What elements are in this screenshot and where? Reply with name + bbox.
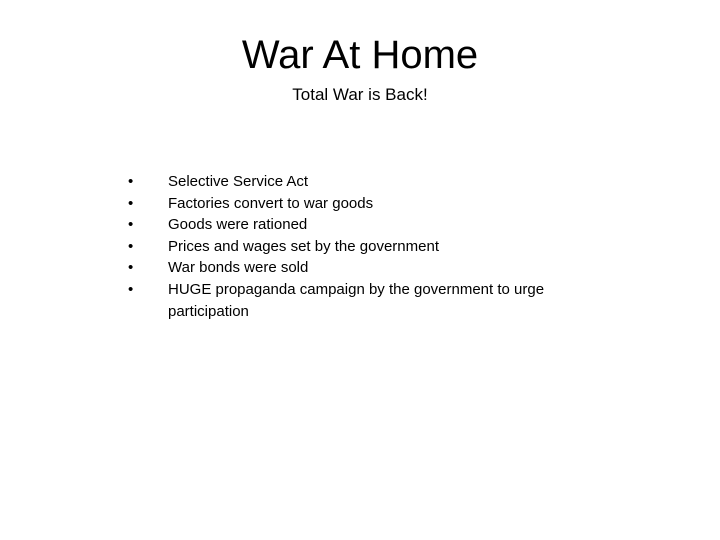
slide-subtitle: Total War is Back! <box>292 85 428 104</box>
bullet-list <box>125 171 595 322</box>
bullet-icon: • <box>128 173 134 190</box>
bullet-icon: • <box>128 280 134 298</box>
bullet-text: War bonds were sold <box>168 259 309 277</box>
bullet-text: Factories convert to war goods <box>168 194 374 212</box>
bullet-text: Prices and wages set by the government <box>168 237 439 255</box>
bullet-item <box>125 257 595 279</box>
bullet-icon: • <box>128 237 134 255</box>
bullet-text: Selective Service Act <box>168 173 309 190</box>
bullet-item <box>125 279 595 322</box>
bullet-item <box>125 236 595 258</box>
bullet-item <box>125 193 595 215</box>
bullet-icon: • <box>128 259 134 277</box>
bullet-item <box>125 214 595 236</box>
bullet-text: HUGE propaganda campaign by the government to urge participation <box>168 280 545 320</box>
slide-title: War At Home <box>241 33 479 77</box>
bullet-icon: • <box>128 216 134 234</box>
bullet-text: Goods were rationed <box>168 216 308 234</box>
bullet-icon: • <box>128 194 134 212</box>
bullet-item <box>125 171 595 193</box>
